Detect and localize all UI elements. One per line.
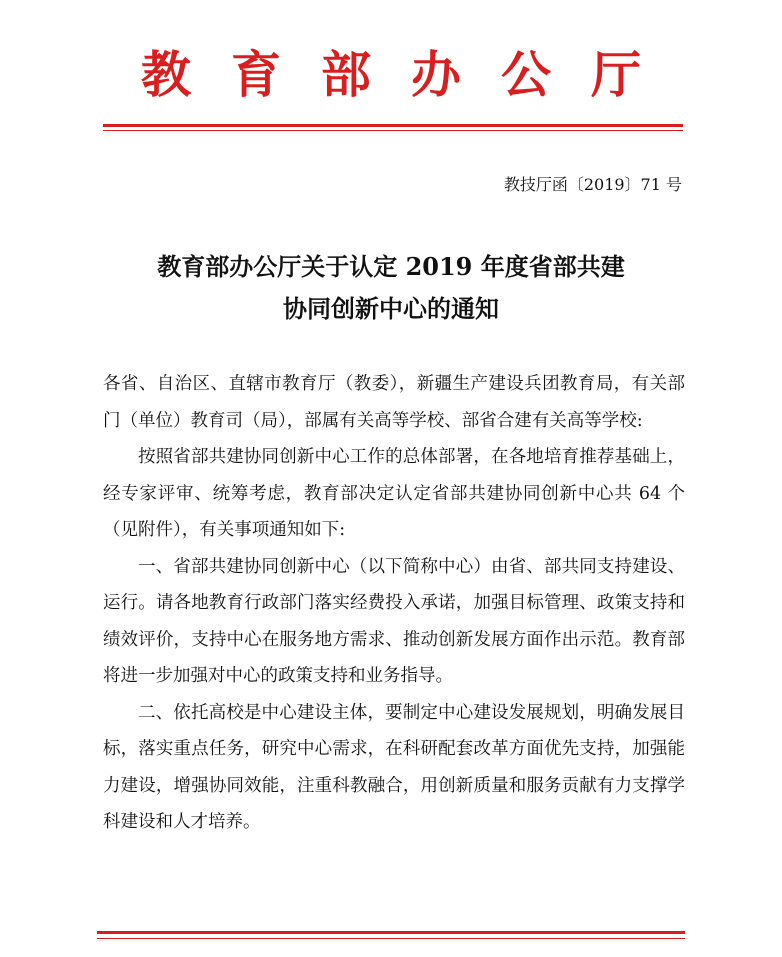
footer-red-rule-thick — [97, 931, 685, 934]
document-number: 教技厅函〔2019〕71 号 — [503, 175, 682, 194]
document-title-line-2: 协同创新中心的通知 — [283, 294, 499, 323]
document-title — [0, 246, 782, 330]
body-paragraph: 一、省部共建协同创新中心（以下简称中心）由省、部共同支持建设、运行。请各地教育行政部门落实经费投入承诺，加强目标管理、政策支持和绩效评价，支持中心在服务地方需求、推动创新发展方面作出示范。教育部将进一步加强对中心的政策支持和业务指导。 — [103, 556, 685, 686]
body-paragraph: 二、依托高校是中心建设主体，要制定中心建设发展规划，明确发展目标，落实重点任务，研究中心需求，在科研配套改革方面优先支持，加强能力建设，增强协同效能，注重科教融合，用创新质量和服务贡献有力支撑学科建设和人才培养。 — [103, 702, 685, 832]
header-red-rule-thick — [103, 124, 683, 127]
issuer-header: 教育部办公厅 — [141, 45, 681, 104]
document-title-line-1: 教育部办公厅关于认定 2019 年度省部共建 — [157, 252, 625, 281]
header-red-rule-thin — [103, 130, 683, 131]
footer-red-rule-thin — [97, 938, 685, 939]
document-body — [103, 366, 685, 841]
body-paragraph: 按照省部共建协同创新中心工作的总体部署，在各地培育推荐基础上，经专家评审、统筹考虑，教育部决定认定省部共建协同创新中心共 64 个（见附件），有关事项通知如下: — [103, 447, 685, 540]
addressee: 各省、自治区、直辖市教育厅（教委），新疆生产建设兵团教育局，有关部门（单位）教育司（局），部属有关高等学校、部省合建有关高等学校: — [103, 374, 685, 431]
